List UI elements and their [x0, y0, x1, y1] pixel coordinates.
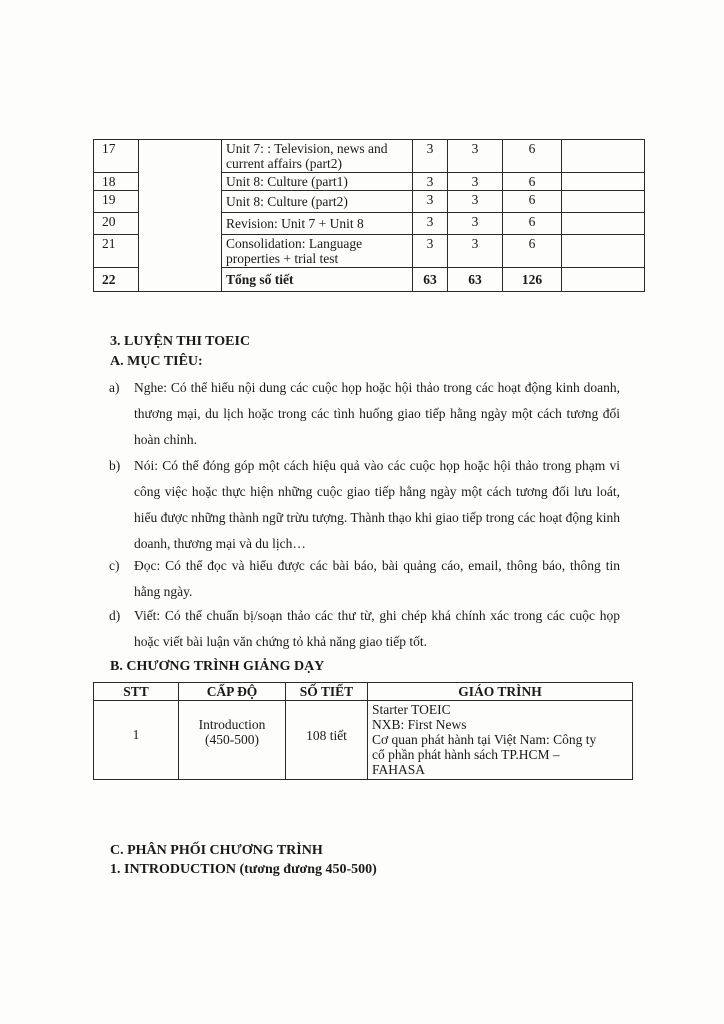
row-number: 22: [94, 268, 139, 292]
unit-name: Unit 7: : Television, news and current affairs (part2): [222, 140, 413, 173]
row-hours: 108 tiết: [286, 701, 368, 780]
row-stt: 1: [94, 701, 179, 780]
row-number: 17: [94, 140, 139, 173]
hours-b: 3: [448, 235, 503, 268]
hours-a: 3: [413, 173, 448, 191]
section-title: 3. LUYỆN THI TOEIC: [110, 334, 251, 349]
total-a: 63: [413, 268, 448, 292]
item-label: a): [109, 380, 120, 395]
header-stt: STT: [94, 683, 179, 701]
hours-a: 3: [413, 213, 448, 235]
hours-total: 6: [503, 213, 562, 235]
item-text: Nói: Có thể đóng góp một cách hiệu quả vào các cuộc họp hoặc hội thảo trong phạm vi công việc hoặc thực hiện những cuộc giao tiếp hằng ngày một cách tương đối lưu loát, hiểu được những thành ngữ trừu tượng. Thành thạo khi giao tiếp trong các hoạt động kinh doanh, thương mại và du lịch…: [134, 458, 620, 551]
unit-name: Unit 8: Culture (part1): [222, 173, 413, 191]
row-level: Introduction (450-500): [179, 701, 286, 780]
item-label: c): [109, 558, 120, 573]
row-number: 19: [94, 191, 139, 213]
item-label: d): [109, 608, 121, 623]
hours-b: 3: [448, 173, 503, 191]
total-all: 126: [503, 268, 562, 292]
list-item: [110, 453, 620, 557]
list-item: [110, 375, 620, 453]
hours-total: 6: [503, 235, 562, 268]
curriculum-table: [93, 682, 633, 780]
row-number: 18: [94, 173, 139, 191]
item-label: b): [109, 458, 121, 473]
hours-total: 6: [503, 191, 562, 213]
unit-name: Revision: Unit 7 + Unit 8: [222, 213, 413, 235]
hours-total: 6: [503, 173, 562, 191]
hours-b: 3: [448, 140, 503, 173]
hours-b: 3: [448, 191, 503, 213]
hours-a: 3: [413, 191, 448, 213]
part-c-subtitle: 1. INTRODUCTION (tương đương 450-500): [110, 862, 377, 877]
list-item: [110, 603, 620, 655]
hours-a: 3: [413, 235, 448, 268]
table-row: [94, 140, 645, 173]
header-textbook: GIÁO TRÌNH: [368, 683, 633, 701]
schedule-table: [93, 139, 645, 292]
unit-name: Unit 8: Culture (part2): [222, 191, 413, 213]
table-header-row: [94, 683, 633, 701]
empty-cell: [562, 268, 645, 292]
empty-cell: [562, 191, 645, 213]
header-level: CẤP ĐỘ: [179, 683, 286, 701]
row-number: 20: [94, 213, 139, 235]
row-number: 21: [94, 235, 139, 268]
empty-cell: [562, 173, 645, 191]
part-c-title: C. PHÂN PHỐI CHƯƠNG TRÌNH: [110, 843, 323, 858]
empty-cell: [562, 235, 645, 268]
table-row: [94, 701, 633, 780]
hours-a: 3: [413, 140, 448, 173]
list-item: [110, 553, 620, 605]
total-b: 63: [448, 268, 503, 292]
merged-blank-cell: [139, 140, 222, 292]
hours-b: 3: [448, 213, 503, 235]
item-text: Viết: Có thể chuẩn bị/soạn thảo các thư từ, ghi chép khá chính xác trong các cuộc họp hoặc viết bài luận văn chứng tỏ khả năng giao tiếp tốt.: [134, 608, 620, 649]
row-textbook: Starter TOEIC NXB: First News Cơ quan phát hành tại Việt Nam: Công ty cổ phần phát hành sách TP.HCM – FAHASA: [368, 701, 633, 780]
unit-name: Consolidation: Language properties + trial test: [222, 235, 413, 268]
item-text: Đọc: Có thể đọc và hiểu được các bài báo, bài quảng cáo, email, thông báo, thông tin hằng ngày.: [134, 558, 620, 599]
hours-total: 6: [503, 140, 562, 173]
empty-cell: [562, 140, 645, 173]
part-b-title: B. CHƯƠNG TRÌNH GIẢNG DẠY: [110, 659, 325, 674]
empty-cell: [562, 213, 645, 235]
total-label: Tổng số tiết: [222, 268, 413, 292]
item-text: Nghe: Có thể hiểu nội dung các cuộc họp hoặc hội thảo trong các hoạt động kinh doanh, thương mại, du lịch hoặc trong các tình huống giao tiếp hằng ngày một cách tương đối hoàn chỉnh.: [134, 380, 620, 447]
header-hours: SỐ TIẾT: [286, 683, 368, 701]
part-a-title: A. MỤC TIÊU:: [110, 354, 203, 369]
